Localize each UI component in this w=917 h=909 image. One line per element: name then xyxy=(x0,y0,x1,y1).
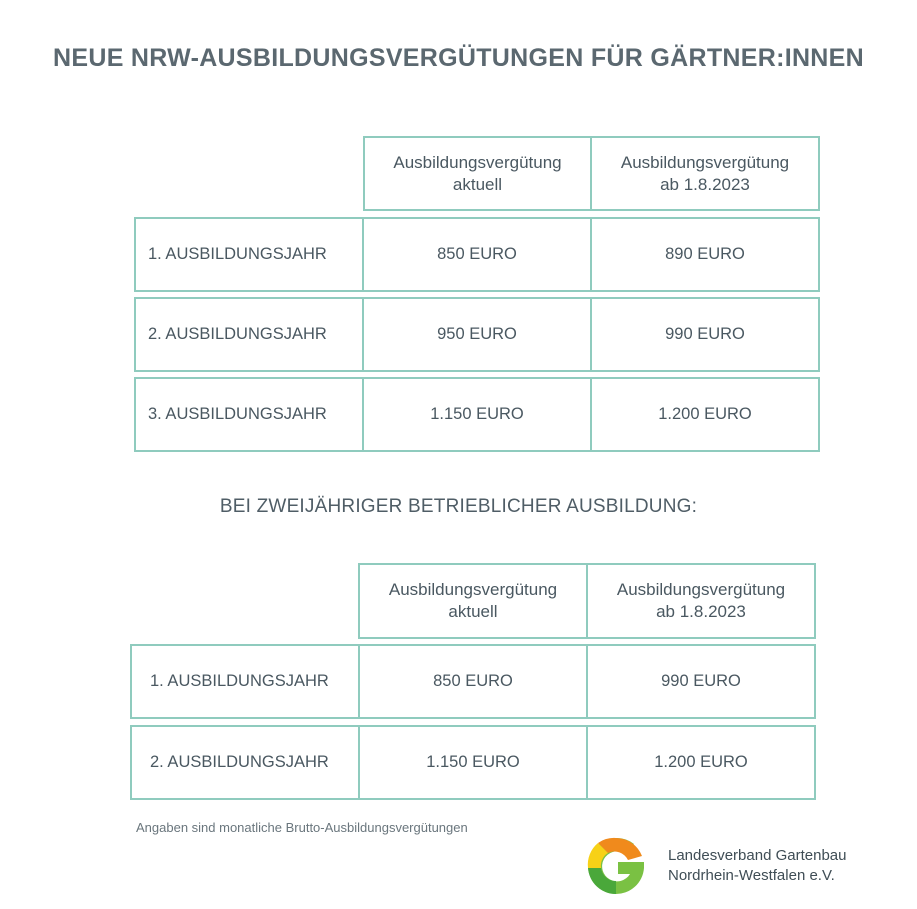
header-current: Ausbildungsvergütung aktuell xyxy=(358,563,588,639)
row-current-value: 1.150 EURO xyxy=(358,725,588,800)
row-new-value: 1.200 EURO xyxy=(586,725,816,800)
landesverband-g-logo-icon xyxy=(584,834,648,898)
row-current-value: 1.150 EURO xyxy=(362,377,592,452)
page-title: NEUE NRW-AUSBILDUNGSVERGÜTUNGEN FÜR GÄRTNER:INNEN xyxy=(53,44,864,72)
header-new: Ausbildungsvergütung ab 1.8.2023 xyxy=(586,563,816,639)
row-year-label: 1. AUSBILDUNGSJAHR xyxy=(134,217,364,292)
row-new-value: 990 EURO xyxy=(590,297,820,372)
organization-line1: Landesverband Gartenbau xyxy=(668,847,847,864)
organization-name xyxy=(668,846,846,886)
row-current-value: 950 EURO xyxy=(362,297,592,372)
row-new-value: 990 EURO xyxy=(586,644,816,719)
row-year-label: 2. AUSBILDUNGSJAHR xyxy=(130,725,360,800)
row-new-value: 1.200 EURO xyxy=(590,377,820,452)
header-current: Ausbildungsvergütung aktuell xyxy=(363,136,592,211)
row-year-label: 3. AUSBILDUNGSJAHR xyxy=(134,377,364,452)
section-subtitle: BEI ZWEIJÄHRIGER BETRIEBLICHER AUSBILDUNG: xyxy=(219,496,698,517)
row-year-label: 1. AUSBILDUNGSJAHR xyxy=(130,644,360,719)
organization-line2: Nordrhein-Westfalen e.V. xyxy=(668,867,835,884)
row-current-value: 850 EURO xyxy=(362,217,592,292)
header-new: Ausbildungsvergütung ab 1.8.2023 xyxy=(590,136,820,211)
row-year-label: 2. AUSBILDUNGSJAHR xyxy=(134,297,364,372)
row-new-value: 890 EURO xyxy=(590,217,820,292)
row-current-value: 850 EURO xyxy=(358,644,588,719)
footnote: Angaben sind monatliche Brutto-Ausbildungsvergütungen xyxy=(136,820,468,835)
